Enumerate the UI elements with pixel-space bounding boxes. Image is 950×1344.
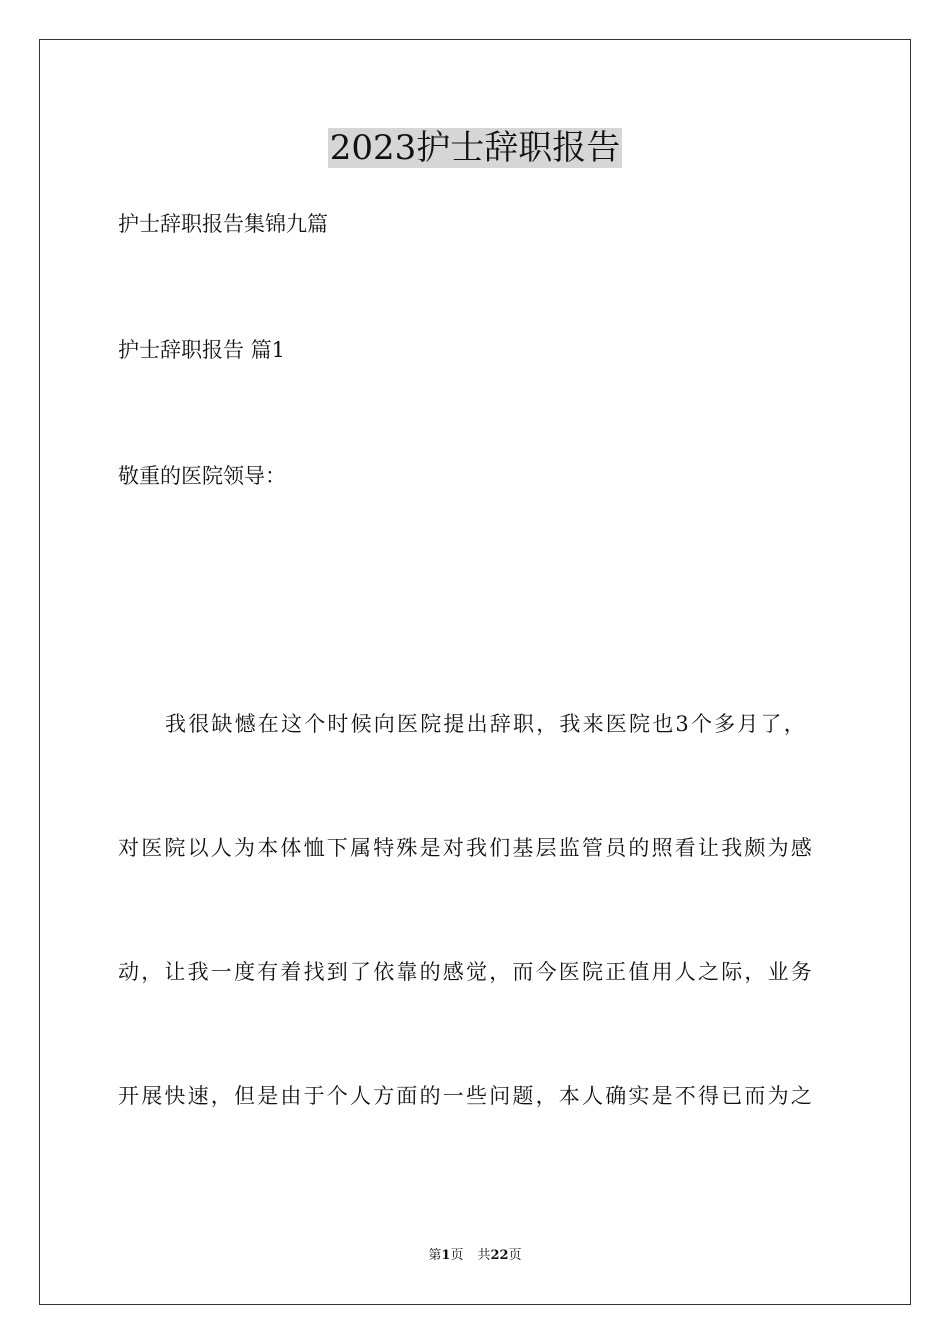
paragraph-line-4: 开展快速，但是由于个人方面的一些问题，本人确实是不得已而为之 (118, 1084, 814, 1108)
page-footer (0, 1247, 950, 1265)
salutation: 敬重的医院领导： (118, 464, 286, 488)
page-prefix: 第 (428, 1248, 442, 1263)
document-subtitle: 护士辞职报告集锦九篇 (118, 212, 328, 236)
page-suffix: 页 (450, 1248, 464, 1263)
total-prefix: 共 (477, 1248, 491, 1263)
document-title: 2023护士辞职报告 (329, 128, 621, 168)
section-heading: 护士辞职报告 篇1 (118, 338, 286, 362)
page-number: 1 (441, 1248, 451, 1263)
total-pages: 22 (490, 1248, 509, 1263)
total-suffix: 页 (508, 1248, 522, 1263)
paragraph-line-1: 我很缺憾在这个时候向医院提出辞职，我来医院也3个多月了， (165, 712, 807, 736)
paragraph-line-3: 动，让我一度有着找到了依靠的感觉，而今医院正值用人之际，业务 (118, 960, 814, 984)
paragraph-line-2: 对医院以人为本体恤下属特殊是对我们基层监管员的照看让我颇为感 (118, 836, 814, 860)
title-container (0, 128, 950, 168)
